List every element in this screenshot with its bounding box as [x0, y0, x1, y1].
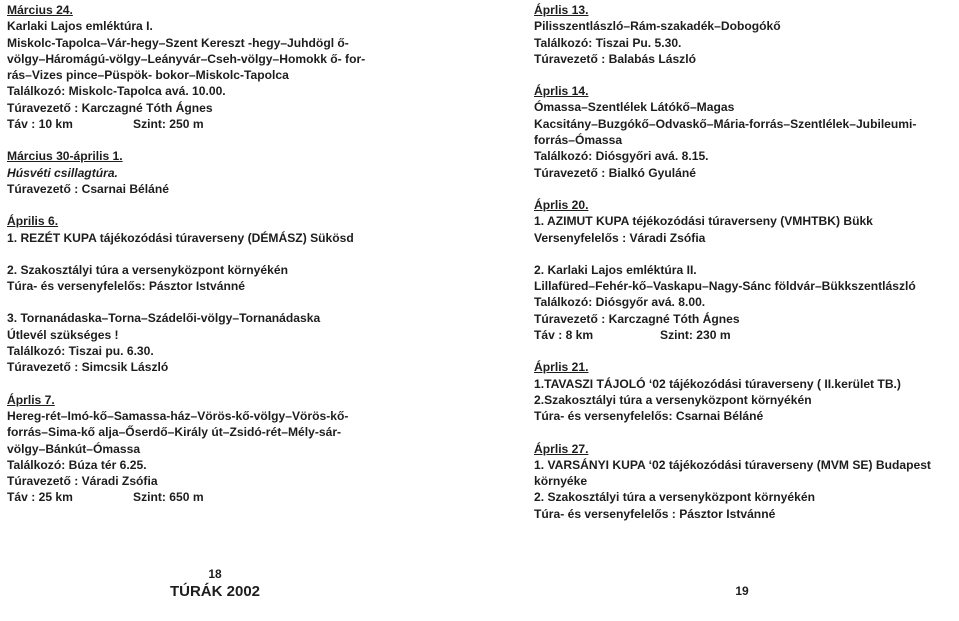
- event-text-line: Ómassa–Szentlélek Látókő–Magas: [534, 100, 735, 115]
- event-text-line: Találkozó: Miskolc-Tapolca avá. 10.00.: [7, 84, 226, 99]
- block-spacer: [7, 132, 400, 148]
- event-text-line: 2.Szakosztályi túra a versenyközpont környékén: [534, 392, 812, 407]
- event-entry: [7, 213, 400, 246]
- elevation-value: Szint: 650 m: [133, 490, 204, 505]
- block-spacer: [534, 425, 957, 441]
- event-entry: [7, 392, 400, 506]
- event-text-line: Találkozó: Diósgyőri avá. 8.15.: [534, 149, 709, 164]
- event-text-line: Túravezető : Balabás László: [534, 51, 696, 66]
- event-text-line: völgy–Háromágú-völgy–Leányvár–Cseh-völgy–Homokk ő- for-: [7, 51, 366, 66]
- event-text-line: 1. AZIMUT KUPA téjékozódási túraverseny (VMHTBK) Bükk: [534, 214, 873, 229]
- event-text-line: Túra- és versenyfelelős: Csarnai Béláné: [534, 409, 764, 424]
- event-entry: [534, 83, 957, 181]
- event-text-line: 1.TAVASZI TÁJOLÓ ‘02 tájékozódási túraverseny ( II.kerület TB.): [534, 376, 901, 391]
- event-text-line: Túra- és versenyfelelős: Pásztor Istvánné: [7, 279, 245, 294]
- event-text-line: környéke: [534, 474, 588, 489]
- event-entry: [7, 262, 400, 295]
- block-spacer: [7, 376, 400, 392]
- event-text-line: Túravezető : Karczagné Tóth Ágnes: [7, 100, 213, 115]
- distance-level-line: [7, 116, 400, 132]
- event-text-line: Pilisszentlászló–Rám-szakadék–Dobogókő: [534, 19, 781, 34]
- event-date: Áprlis 7.: [7, 392, 55, 407]
- event-date: Áprlis 21.: [534, 360, 589, 375]
- event-text-line: Lillafüred–Fehér-kő–Vaskapu–Nagy-Sánc földvár–Bükkszentlászló: [534, 279, 916, 294]
- event-text-line: völgy–Bánkút–Ómassa: [7, 441, 141, 456]
- event-text-line: Útlevél szükséges !: [7, 327, 119, 342]
- event-text-line: Hereg-rét–Imó-kő–Samassa-ház–Vörös-kő-völgy–Vörös-kő-: [7, 408, 349, 423]
- event-text-line: Túravezető : Bialkó Gyuláné: [534, 165, 696, 180]
- event-entry: [534, 359, 957, 424]
- publication-title: TÚRÁK 2002: [169, 583, 261, 600]
- event-entry: [534, 262, 957, 343]
- distance-level-line: [7, 489, 400, 505]
- event-date: Március 24.: [7, 3, 73, 17]
- left-page-footer: [150, 566, 280, 601]
- distance-value: Táv : 25 km: [7, 490, 73, 505]
- page-number-19: 19: [735, 584, 749, 598]
- left-page-content: [7, 2, 400, 506]
- event-text-line: 2. Karlaki Lajos emléktúra II.: [534, 262, 697, 277]
- block-spacer: [7, 197, 400, 213]
- event-date: Március 30-április 1.: [7, 149, 123, 164]
- event-text-line: Versenyfelelős : Váradi Zsófia: [534, 230, 706, 245]
- event-text-line: Találkozó: Diósgyőr avá. 8.00.: [534, 295, 706, 310]
- event-date: Áprlis 14.: [534, 84, 589, 99]
- distance-value: Táv : 10 km: [7, 117, 73, 132]
- event-text-line: Túravezető : Csarnai Béláné: [7, 181, 169, 196]
- event-entry: [7, 2, 400, 132]
- event-text-line: Túravezető : Karczagné Tóth Ágnes: [534, 311, 740, 326]
- block-spacer: [534, 181, 957, 197]
- block-spacer: [534, 343, 957, 359]
- event-text-line: Miskolc-Tapolca–Vár-hegy–Szent Kereszt -hegy–Juhdögl ő-: [7, 35, 349, 50]
- event-text-line: 3. Tornanádaska–Torna–Szádelői-völgy–Tornanádaska: [7, 311, 321, 326]
- event-text-line: Karlaki Lajos emléktúra I.: [7, 19, 153, 34]
- event-entry: [7, 148, 400, 197]
- page-number-18: 18: [208, 567, 222, 581]
- event-text-line: 1. VARSÁNYI KUPA ‘02 tájékozódási túraverseny (MVM SE) Budapest: [534, 457, 931, 472]
- event-text-line: Túra- és versenyfelelős : Pásztor Istvánné: [534, 506, 776, 521]
- elevation-value: Szint: 230 m: [660, 328, 731, 343]
- event-text-line: 2. Szakosztályi túra a versenyközpont környékén: [7, 262, 288, 277]
- event-entry: [534, 441, 957, 522]
- event-text-line: 1. REZÉT KUPA tájékozódási túraverseny (DÉMÁSZ) Sükösd: [7, 230, 354, 245]
- event-text-line: forrás–Ómassa: [534, 133, 623, 148]
- event-date: Április 6.: [7, 214, 59, 229]
- event-date: Áprlis 27.: [534, 441, 589, 456]
- block-spacer: [534, 246, 957, 262]
- event-text-line: Túravezető : Váradi Zsófia: [7, 474, 158, 489]
- right-page-footer: [527, 583, 957, 599]
- event-entry: [534, 2, 957, 67]
- distance-level-line: [534, 327, 957, 343]
- right-page-content: [534, 2, 957, 522]
- event-entry: [534, 197, 957, 246]
- event-text-line: Túravezető : Simcsik László: [7, 360, 169, 375]
- event-text-line: rás–Vizes pince–Püspök- bokor–Miskolc-Tapolca: [7, 68, 289, 83]
- event-text-line: Találkozó: Tiszai Pu. 5.30.: [534, 35, 682, 50]
- distance-value: Táv : 8 km: [534, 328, 594, 343]
- event-text-line: Találkozó: Búza tér 6.25.: [7, 457, 147, 472]
- event-date: Áprlis 13.: [534, 3, 589, 17]
- event-entry: [7, 310, 400, 375]
- event-text-line: Kacsitány–Buzgókő–Odvaskő–Mária-forrás–Szentlélek–Jubileumi-: [534, 116, 917, 131]
- event-text-line: 2. Szakosztályi túra a versenyközpont környékén: [534, 490, 815, 505]
- block-spacer: [7, 294, 400, 310]
- event-text-line: Húsvéti csillagtúra.: [7, 165, 118, 180]
- event-date: Áprlis 20.: [534, 197, 589, 212]
- elevation-value: Szint: 250 m: [133, 117, 204, 132]
- event-text-line: forrás–Sima-kő alja–Őserdő–Király út–Zsidó-rét–Mély-sár-: [7, 425, 342, 440]
- block-spacer: [534, 67, 957, 83]
- event-text-line: Találkozó: Tiszai pu. 6.30.: [7, 344, 154, 359]
- block-spacer: [7, 246, 400, 262]
